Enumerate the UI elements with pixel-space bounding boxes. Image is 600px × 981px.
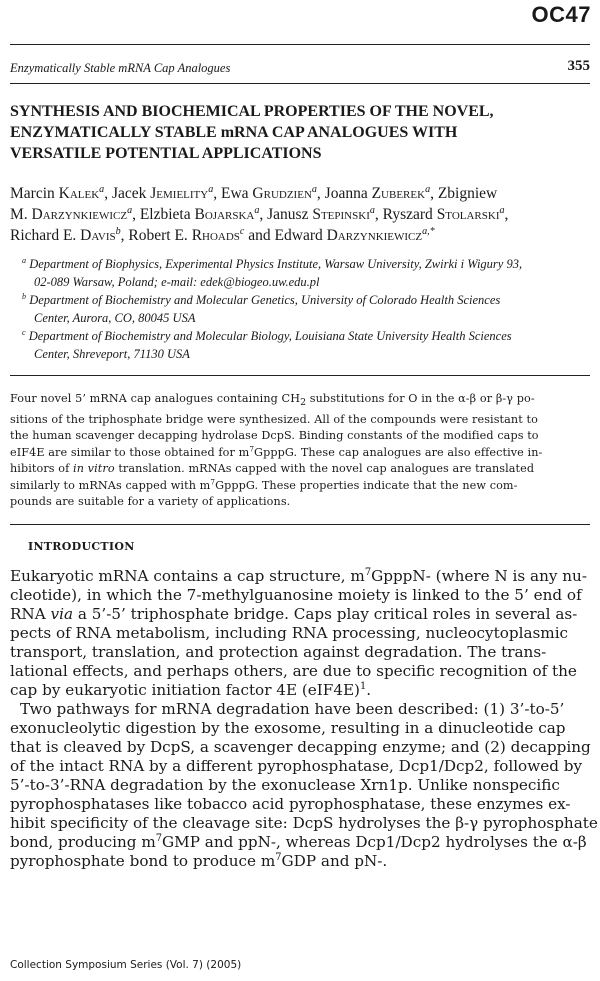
affiliation-b: $^b$ Department of Biochemistry and Molecular Genetics, University of Colorado Health Sciences Center, Aurora, CO, 80045 USA: [22, 291, 501, 325]
introduction-body: Eukaryotic mRNA contains a cap structure, $m^7GpppN-$ (where N is any nu- cleotide), in which the 7-methylguanosine moiety is linked to the 5’ end of RNA via a 5’-5’ triphosphate bridge. Caps play critical roles in several as- pects of RNA metabolism, including RNA processing, nucleocytoplasmic transport, translation, and protection against degradation. The trans- lational effects, and perhaps others, are due to specific recognition of the cap by eukaryotic initiation factor 4E $(eIF4E)^1$. Two pathways for mRNA degradation have been described: (1) 3’-to-5’ exonucleolytic digestion by the exosome, resulting in a dinucleotide cap that is cleaved by DcpS, a scavenger decapping enzyme; and (2) decapping of the intact RNA by a different pyrophosphatase, Dcp1/Dcp2, followed by 5’-to-3’-RNA degradation by the exonuclease Xrn1p. Unlike nonspecific pyrophosphatases like tobacco acid pyrophosphatase, these enzymes ex- hibit specificity of the cleavage site: DcpS hydrolyses the β-γ pyrophosphate bond, producing $m^7GMP$ and ppN-, whereas Dcp1/Dcp2 hydrolyses the α-β pyrophosphate bond to produce $m^7GDP$ and pN-.: [10, 566, 598, 870]
title-line: SYNTHESIS AND BIOCHEMICAL PROPERTIES OF THE NOVEL,: [10, 103, 494, 120]
footer-series: Collection Symposium Series (Vol. 7) (2005): [10, 959, 242, 971]
abstract: Four novel 5’ mRNA cap analogues containing $CH_2$ substitutions for O in the α-β or β-γ po- sitions of the triphosphate bridge were synthesized. All of the compounds were resistant to the human scavenger decapping hydrolase DcpS. Binding constants of the modified caps to eIF4E are similar to those obtained for $m^7GpppG$. These cap analogues are also effective in- hibitors of in vitro translation. mRNAs capped with the novel cap analogues are translated similarly to mRNAs capped with $m^7GpppG$. These properties indicate that the new com- pounds are suitable for a variety of applications.: [10, 392, 543, 509]
affiliation-c: $^c$ Department of Biochemistry and Molecular Biology, Louisiana State University Health Sciences Center, Shreveport, 71130 USA: [22, 327, 512, 361]
abstract-bottom-rule: [10, 524, 590, 525]
title-line: ENZYMATICALLY STABLE mRNA CAP ANALOGUES WITH: [10, 124, 458, 141]
header-rule: [10, 44, 590, 45]
title-line: VERSATILE POTENTIAL APPLICATIONS: [10, 145, 322, 162]
abstract-top-rule: [10, 375, 590, 376]
author-line: Marcin Kalek$^a$, Jacek Jemielity$^a$, Ewa Grudzien$^a$, Joanna Zuberek$^a$, Zbigniew: [10, 183, 498, 202]
paper-title: [10, 101, 590, 164]
page-number: 355: [567, 58, 590, 74]
affiliations: [22, 255, 592, 363]
running-head-rule: [10, 83, 590, 84]
symposium-code: OC47: [531, 2, 591, 27]
author-line: Richard E. Davis$^b$, Robert E. Rhoads$^c$ and Edward Darzynkiewicz$^{a,*}$: [10, 225, 435, 244]
affiliation-a: $^a$ Department of Biophysics, Experimental Physics Institute, Warsaw University, Zwirki i Wigury 93, 02-089 Warsaw, Poland; e-mail: edek@biogeo.uw.edu.pl: [22, 255, 523, 289]
author-line: M. Darzynkiewicz$^a$, Elzbieta Bojarska$^a$, Janusz Stepinski$^a$, Ryszard Stolarski$^a$,: [10, 204, 509, 223]
running-title: Enzymatically Stable mRNA Cap Analogues: [10, 61, 231, 75]
section-heading: INTRODUCTION: [28, 540, 135, 553]
author-list: [10, 183, 595, 246]
